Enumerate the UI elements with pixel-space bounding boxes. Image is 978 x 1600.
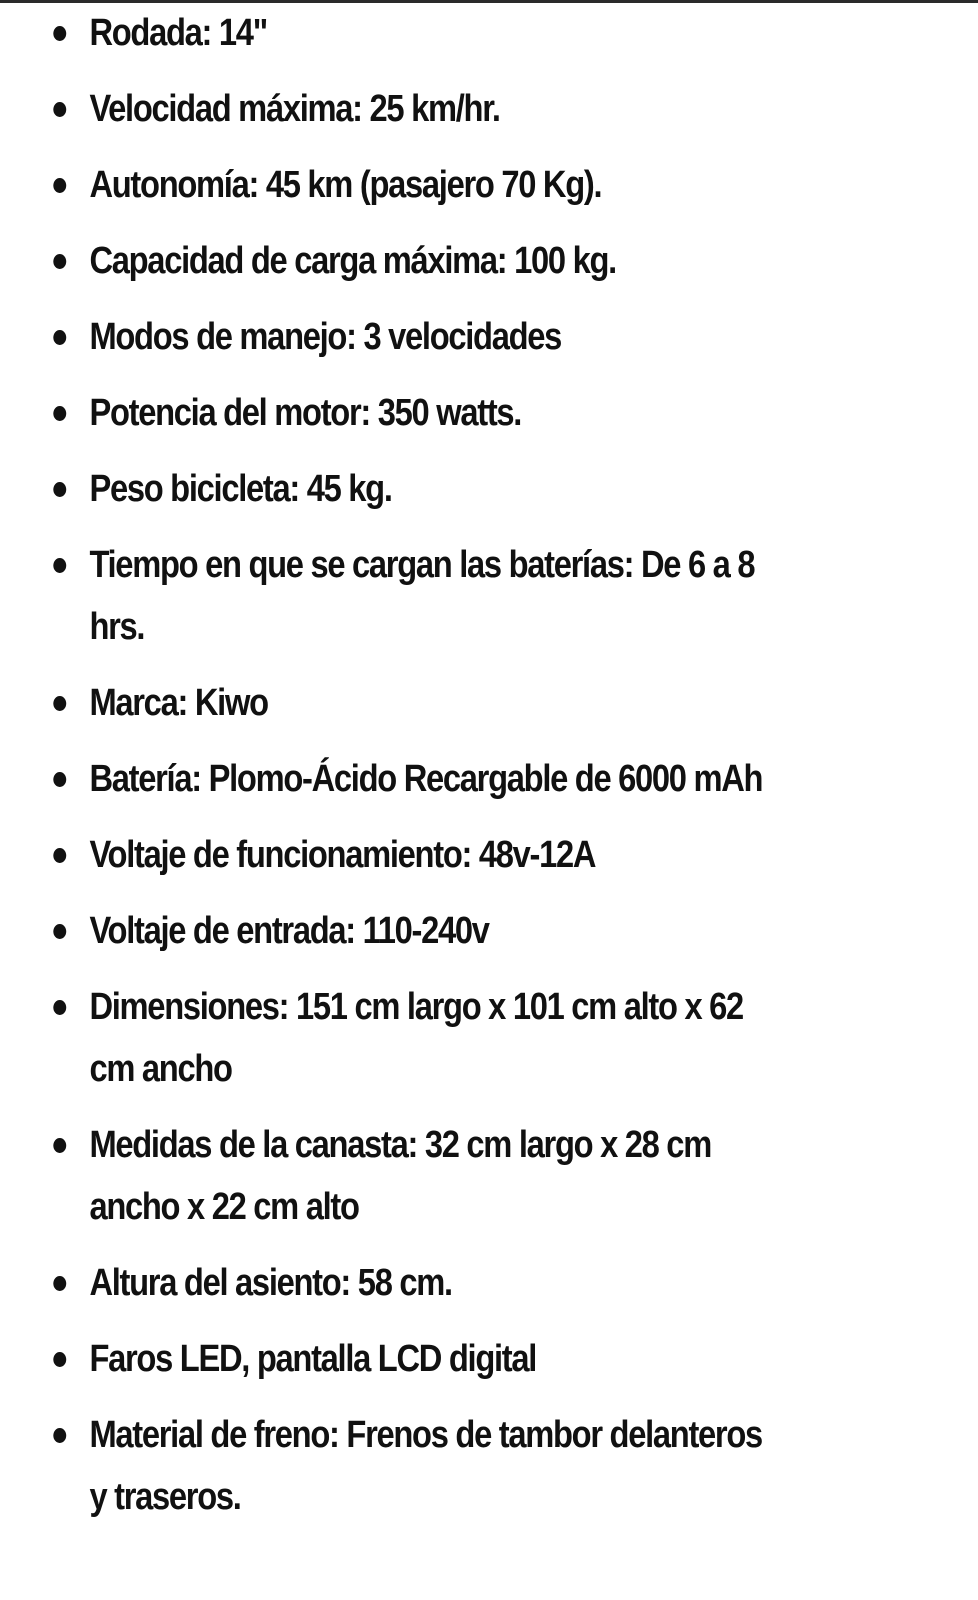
spec-text: Autonomía: 45 km (pasajero 70 Kg).	[89, 164, 602, 206]
list-item	[0, 306, 800, 368]
bullet-icon	[53, 254, 66, 269]
bullet-icon	[53, 848, 66, 863]
spec-text: Marca: Kiwo	[89, 682, 268, 724]
spec-text: Medidas de la canasta: 32 cm largo x 28 cm ancho x 22 cm alto	[89, 1124, 711, 1228]
bullet-icon	[53, 924, 66, 939]
bullet-icon	[53, 1138, 66, 1153]
bullet-icon	[53, 1352, 66, 1367]
spec-text: Faros LED, pantalla LCD digital	[89, 1338, 537, 1380]
bullet-icon	[53, 1000, 66, 1015]
spec-text: Velocidad máxima: 25 km/hr.	[89, 88, 500, 130]
spec-text: Tiempo en que se cargan las baterías: De 6 a 8 hrs.	[89, 544, 755, 648]
bullet-icon	[53, 1428, 66, 1443]
spec-text: Potencia del motor: 350 watts.	[89, 392, 522, 434]
list-item	[0, 1404, 800, 1528]
list-item	[0, 1252, 800, 1314]
list-item	[0, 900, 800, 962]
spec-text: Voltaje de funcionamiento: 48v-12A	[89, 834, 596, 876]
list-item	[0, 748, 800, 810]
spec-text: Capacidad de carga máxima: 100 kg.	[89, 240, 616, 282]
spec-text: Material de freno: Frenos de tambor delanteros y traseros.	[89, 1414, 762, 1518]
spec-text: Dimensiones: 151 cm largo x 101 cm alto x 62 cm ancho	[89, 986, 743, 1090]
list-item	[0, 154, 800, 216]
bullet-icon	[53, 26, 66, 41]
list-item	[0, 1114, 800, 1238]
bullet-icon	[53, 102, 66, 117]
list-item	[0, 534, 800, 658]
spec-text: Modos de manejo: 3 velocidades	[89, 316, 562, 358]
bullet-icon	[53, 406, 66, 421]
spec-list	[0, 2, 978, 1542]
bullet-icon	[53, 558, 66, 573]
bullet-icon	[53, 1276, 66, 1291]
spec-text: Altura del asiento: 58 cm.	[89, 1262, 452, 1304]
spec-text: Batería: Plomo-Ácido Recargable de 6000 mAh	[89, 758, 763, 800]
spec-text: Rodada: 14"	[89, 12, 267, 54]
spec-text: Voltaje de entrada: 110-240v	[89, 910, 489, 952]
list-item	[0, 458, 800, 520]
list-item	[0, 824, 800, 886]
bullet-icon	[53, 772, 66, 787]
bullet-icon	[53, 330, 66, 345]
bullet-icon	[53, 178, 66, 193]
list-item	[0, 382, 800, 444]
bullet-icon	[53, 482, 66, 497]
list-item	[0, 672, 800, 734]
list-item	[0, 2, 800, 64]
list-item	[0, 976, 800, 1100]
bullet-icon	[53, 696, 66, 711]
list-item	[0, 230, 800, 292]
list-item	[0, 1328, 800, 1390]
list-item	[0, 78, 800, 140]
spec-text: Peso bicicleta: 45 kg.	[89, 468, 392, 510]
